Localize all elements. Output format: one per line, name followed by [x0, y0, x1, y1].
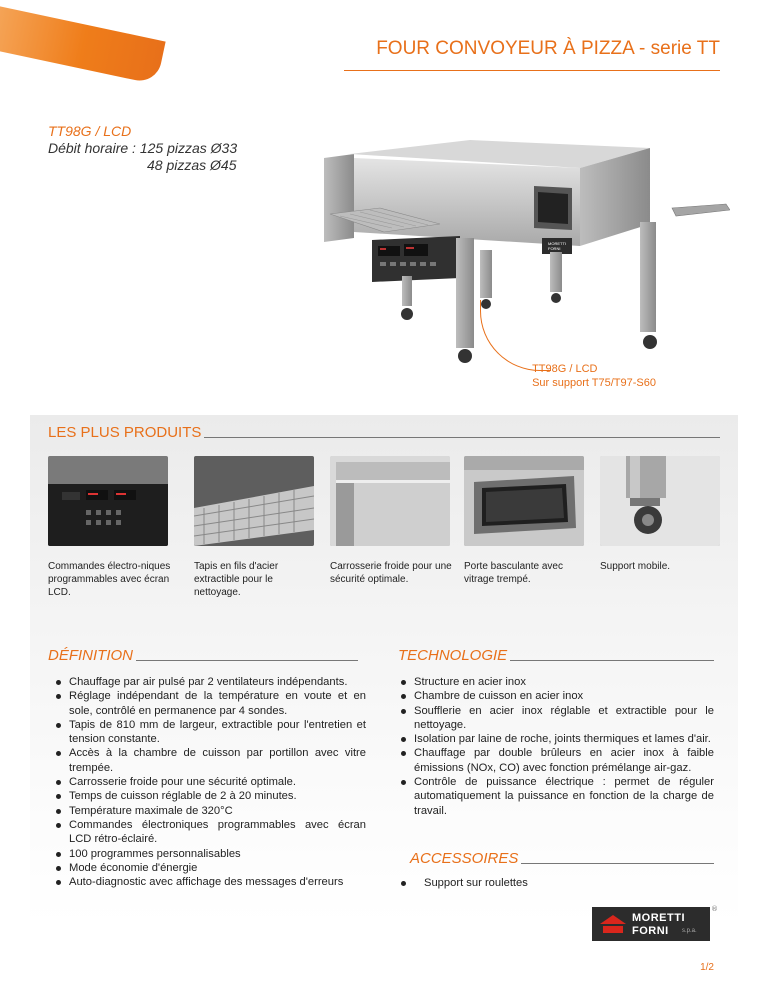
- list-item: Carrosserie froide pour une sécurité optimale.: [55, 775, 366, 789]
- logo-word-1: MORETTI: [632, 912, 685, 924]
- thumb-tilting-door: [464, 456, 584, 546]
- accessoires-heading: [410, 850, 714, 867]
- list-item: Soufflerie en acier inox réglable et extractible pour le nettoyage.: [400, 704, 714, 733]
- list-item: Structure en acier inox: [400, 675, 714, 689]
- thumb-caption-belt: Tapis en fils d'acier extractible pour le nettoyage.: [194, 561, 279, 598]
- technologie-heading-label: TECHNOLOGIE: [398, 647, 508, 664]
- model-code: TT98G / LCD: [48, 123, 132, 139]
- accessoires-list: [400, 876, 700, 890]
- thumb-cold-body: [330, 456, 450, 546]
- plus-heading: [48, 424, 720, 441]
- technologie-heading-rule: [510, 660, 714, 661]
- definition-list: [55, 675, 366, 889]
- brand-logo: [592, 905, 718, 941]
- thumb-conveyor-belt: [194, 456, 314, 546]
- oven-badge-brand2: FORNI: [548, 246, 561, 251]
- definition-heading-label: DÉFINITION: [48, 647, 133, 664]
- list-item: Support sur roulettes: [400, 876, 700, 890]
- plus-heading-label: LES PLUS PRODUITS: [48, 424, 202, 441]
- list-item: Chauffage par air pulsé par 2 ventilateurs indépendants.: [55, 675, 366, 689]
- technologie-list: [400, 675, 714, 818]
- list-item: Commandes électroniques programmables avec écran LCD rétro-éclairé.: [55, 818, 366, 847]
- thumb-mobile-support: [600, 456, 720, 546]
- list-item: Contrôle de puissance électrique : permet de réguler automatiquement la puissance en fonction de la charge de travail.: [400, 775, 714, 818]
- list-item: Isolation par laine de roche, joints thermiques et lames d'air.: [400, 732, 714, 746]
- list-item: 100 programmes personnalisables: [55, 847, 366, 861]
- page-title: FOUR CONVOYEUR À PIZZA - serie TT: [376, 38, 720, 59]
- accessoires-heading-rule: [521, 863, 714, 864]
- logo-suffix: s.p.a.: [682, 928, 697, 934]
- page-number: 1/2: [700, 962, 714, 973]
- thumb-caption-body: Carrosserie froide pour une sécurité optimale.: [330, 561, 452, 585]
- plus-heading-rule: [204, 437, 720, 438]
- brand-mark-icon: [600, 915, 626, 933]
- oven-caption-support: Sur support T75/T97-S60: [532, 377, 656, 389]
- model-info: [48, 123, 237, 174]
- list-item: Chambre de cuisson en acier inox: [400, 689, 714, 703]
- oven-badge-brand1: MORETTI: [548, 241, 566, 246]
- list-item: Temps de cuisson réglable de 2 à 20 minutes.: [55, 789, 366, 803]
- list-item: Réglage indépendant de la température en voute et en sole, contrôlé en permanence par 4 sondes.: [55, 689, 366, 718]
- technologie-heading: [398, 647, 714, 664]
- logo-word-2: FORNI: [632, 925, 669, 937]
- oven-caption-model: TT98G / LCD: [532, 363, 598, 375]
- list-item: Auto-diagnostic avec affichage des messages d'erreurs: [55, 875, 366, 889]
- category-ribbon-label: PIZZA: [54, 2, 111, 30]
- accessoires-heading-label: ACCESSOIRES: [410, 850, 519, 867]
- thumb-caption-support: Support mobile.: [600, 561, 671, 572]
- hourly-rate: Débit horaire : 125 pizzas Ø33: [48, 140, 238, 156]
- list-item: Accès à la chambre de cuisson par portillon avec vitre trempée.: [55, 746, 366, 775]
- oven-caption: [532, 362, 656, 390]
- definition-heading-rule: [136, 660, 358, 661]
- hourly-rate-line2: 48 pizzas Ø45: [147, 157, 237, 173]
- definition-heading: [48, 647, 358, 664]
- title-divider: [344, 70, 720, 71]
- list-item: Tapis de 810 mm de largeur, extractible pour l'entretien et tension constante.: [55, 718, 366, 747]
- thumb-caption-controls: Commandes électro-niques programmables avec écran LCD.: [48, 561, 171, 598]
- list-item: Mode économie d'énergie: [55, 861, 366, 875]
- registered-mark: ®: [711, 905, 718, 913]
- thumb-controls: [48, 456, 168, 546]
- list-item: Température maximale de 320°C: [55, 804, 366, 818]
- thumb-caption-door: Porte basculante avec vitrage trempé.: [464, 561, 563, 585]
- list-item: Chauffage par double brûleurs en acier inox à faible émissions (NOx, CO) avec fonction prémélange air-gaz.: [400, 746, 714, 775]
